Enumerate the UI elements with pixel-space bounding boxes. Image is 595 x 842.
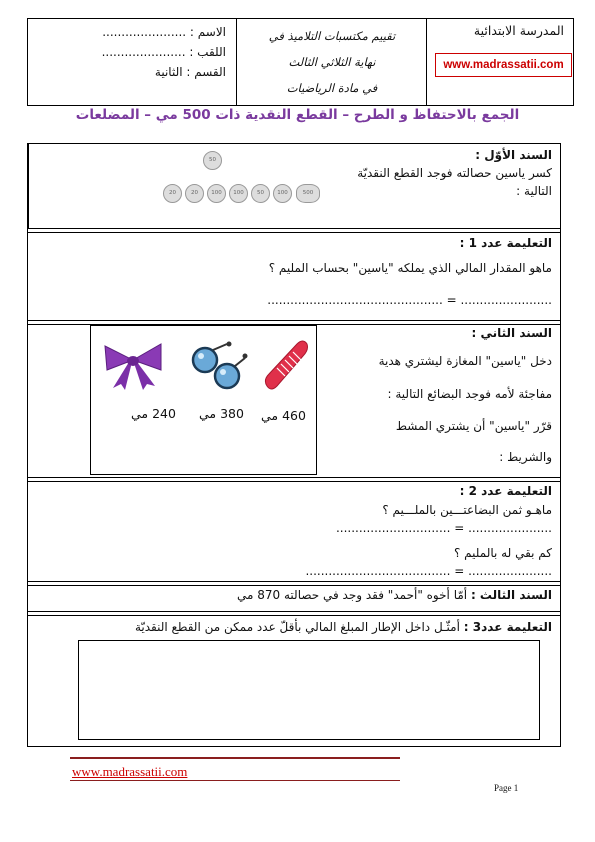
t2-answer2[interactable]: ...................... = ...................................... xyxy=(305,564,552,578)
s1-line2: التالية : xyxy=(516,184,552,198)
title-line-3: في مادة الرياضيات xyxy=(286,81,378,95)
products-box xyxy=(90,325,317,475)
footer-rule xyxy=(70,757,400,759)
coin-100: 100 xyxy=(273,184,292,203)
surname-label: اللقب : ...................... xyxy=(101,45,226,59)
t1-answer-line[interactable]: ........................ = .............................................. xyxy=(267,293,552,307)
title-line-2: نهاية الثلاثي الثالث xyxy=(288,55,376,69)
school-cell xyxy=(426,19,574,105)
exercise-frame xyxy=(27,143,561,747)
ribbon-icon xyxy=(97,340,169,392)
s2-line1: دخل "ياسين" المغازة ليشتري هدية xyxy=(378,354,552,368)
divider xyxy=(28,477,560,482)
t3-row xyxy=(135,620,552,634)
page-number: Page 1 xyxy=(494,783,519,793)
footer-link[interactable]: www.madrassatii.com xyxy=(72,764,188,779)
class-label: القسم : الثانية xyxy=(154,65,226,79)
earrings-price: 380 مي xyxy=(199,406,244,421)
coin-50: 50 xyxy=(203,151,222,170)
s3-row xyxy=(237,588,552,602)
coin-20: 20 xyxy=(185,184,204,203)
s1-title: السند الأوّل : xyxy=(475,148,552,162)
t1-question: ماهو المقدار المالي الذي يملكه "ياسين" بحساب المليم ؟ xyxy=(268,261,552,275)
divider xyxy=(28,228,560,233)
title-line-1: تقييم مكتسبات التلاميذ في xyxy=(268,29,396,43)
footer-rule-2 xyxy=(70,780,400,781)
comb-price: 460 مي xyxy=(261,408,306,423)
school-name: المدرسة الابتدائية xyxy=(473,23,564,38)
student-info-cell xyxy=(28,19,236,105)
divider xyxy=(28,581,560,586)
t2-question2: كم بقي له بالمليم ؟ xyxy=(454,546,552,560)
t1-title: التعليمة عدد 1 : xyxy=(459,236,552,250)
s3-title: السند الثالث : xyxy=(470,588,552,602)
coin-20: 20 xyxy=(163,184,182,203)
t2-title: التعليمة عدد 2 : xyxy=(459,484,552,498)
t2-question1: ماهـو ثمن البضاعتـــين بالملـــيم ؟ xyxy=(382,503,552,517)
s2-line4: والشريط : xyxy=(499,450,552,464)
name-label: الاسم : ...................... xyxy=(102,25,226,39)
s3-text: أمّا أخوه "أحمد" فقد وجد في حصالته 870 مي xyxy=(237,588,468,602)
coin-100: 100 xyxy=(229,184,248,203)
evaluation-title-cell xyxy=(236,19,427,105)
s2-title: السند الثاني : xyxy=(471,326,552,340)
s2-line3: قرّر "ياسين" أن يشتري المشط xyxy=(395,419,552,433)
answer-drawing-box[interactable] xyxy=(78,640,540,740)
comb-icon xyxy=(259,336,311,394)
s2-line2: مفاجئة لأمه فوجد البضائع التالية : xyxy=(387,387,552,401)
t2-answer1[interactable]: ...................... = .............................. xyxy=(335,521,552,535)
t3-title: التعليمة عدد3 : xyxy=(463,620,552,634)
coin-500: 500 xyxy=(296,184,320,203)
divider xyxy=(28,611,560,616)
t3-text: أمثّـل داخل الإطار المبلغ المالي بأقلّ عدد ممكن من القطع النقديّة xyxy=(134,620,460,634)
s1-line1: كسر ياسين حصالته فوجد القطع النقديّة xyxy=(357,166,552,180)
coin-100: 100 xyxy=(207,184,226,203)
ribbon-price: 240 مي xyxy=(131,406,176,421)
earrings-icon xyxy=(187,338,249,392)
site-badge[interactable]: www.madrassatii.com xyxy=(435,53,572,77)
coin-50: 50 xyxy=(251,184,270,203)
header-table xyxy=(27,18,574,106)
subject-title: الجمع بالاحتفاظ و الطرح – القطع النقدية ذات 500 مي – المضلعات xyxy=(75,107,520,123)
